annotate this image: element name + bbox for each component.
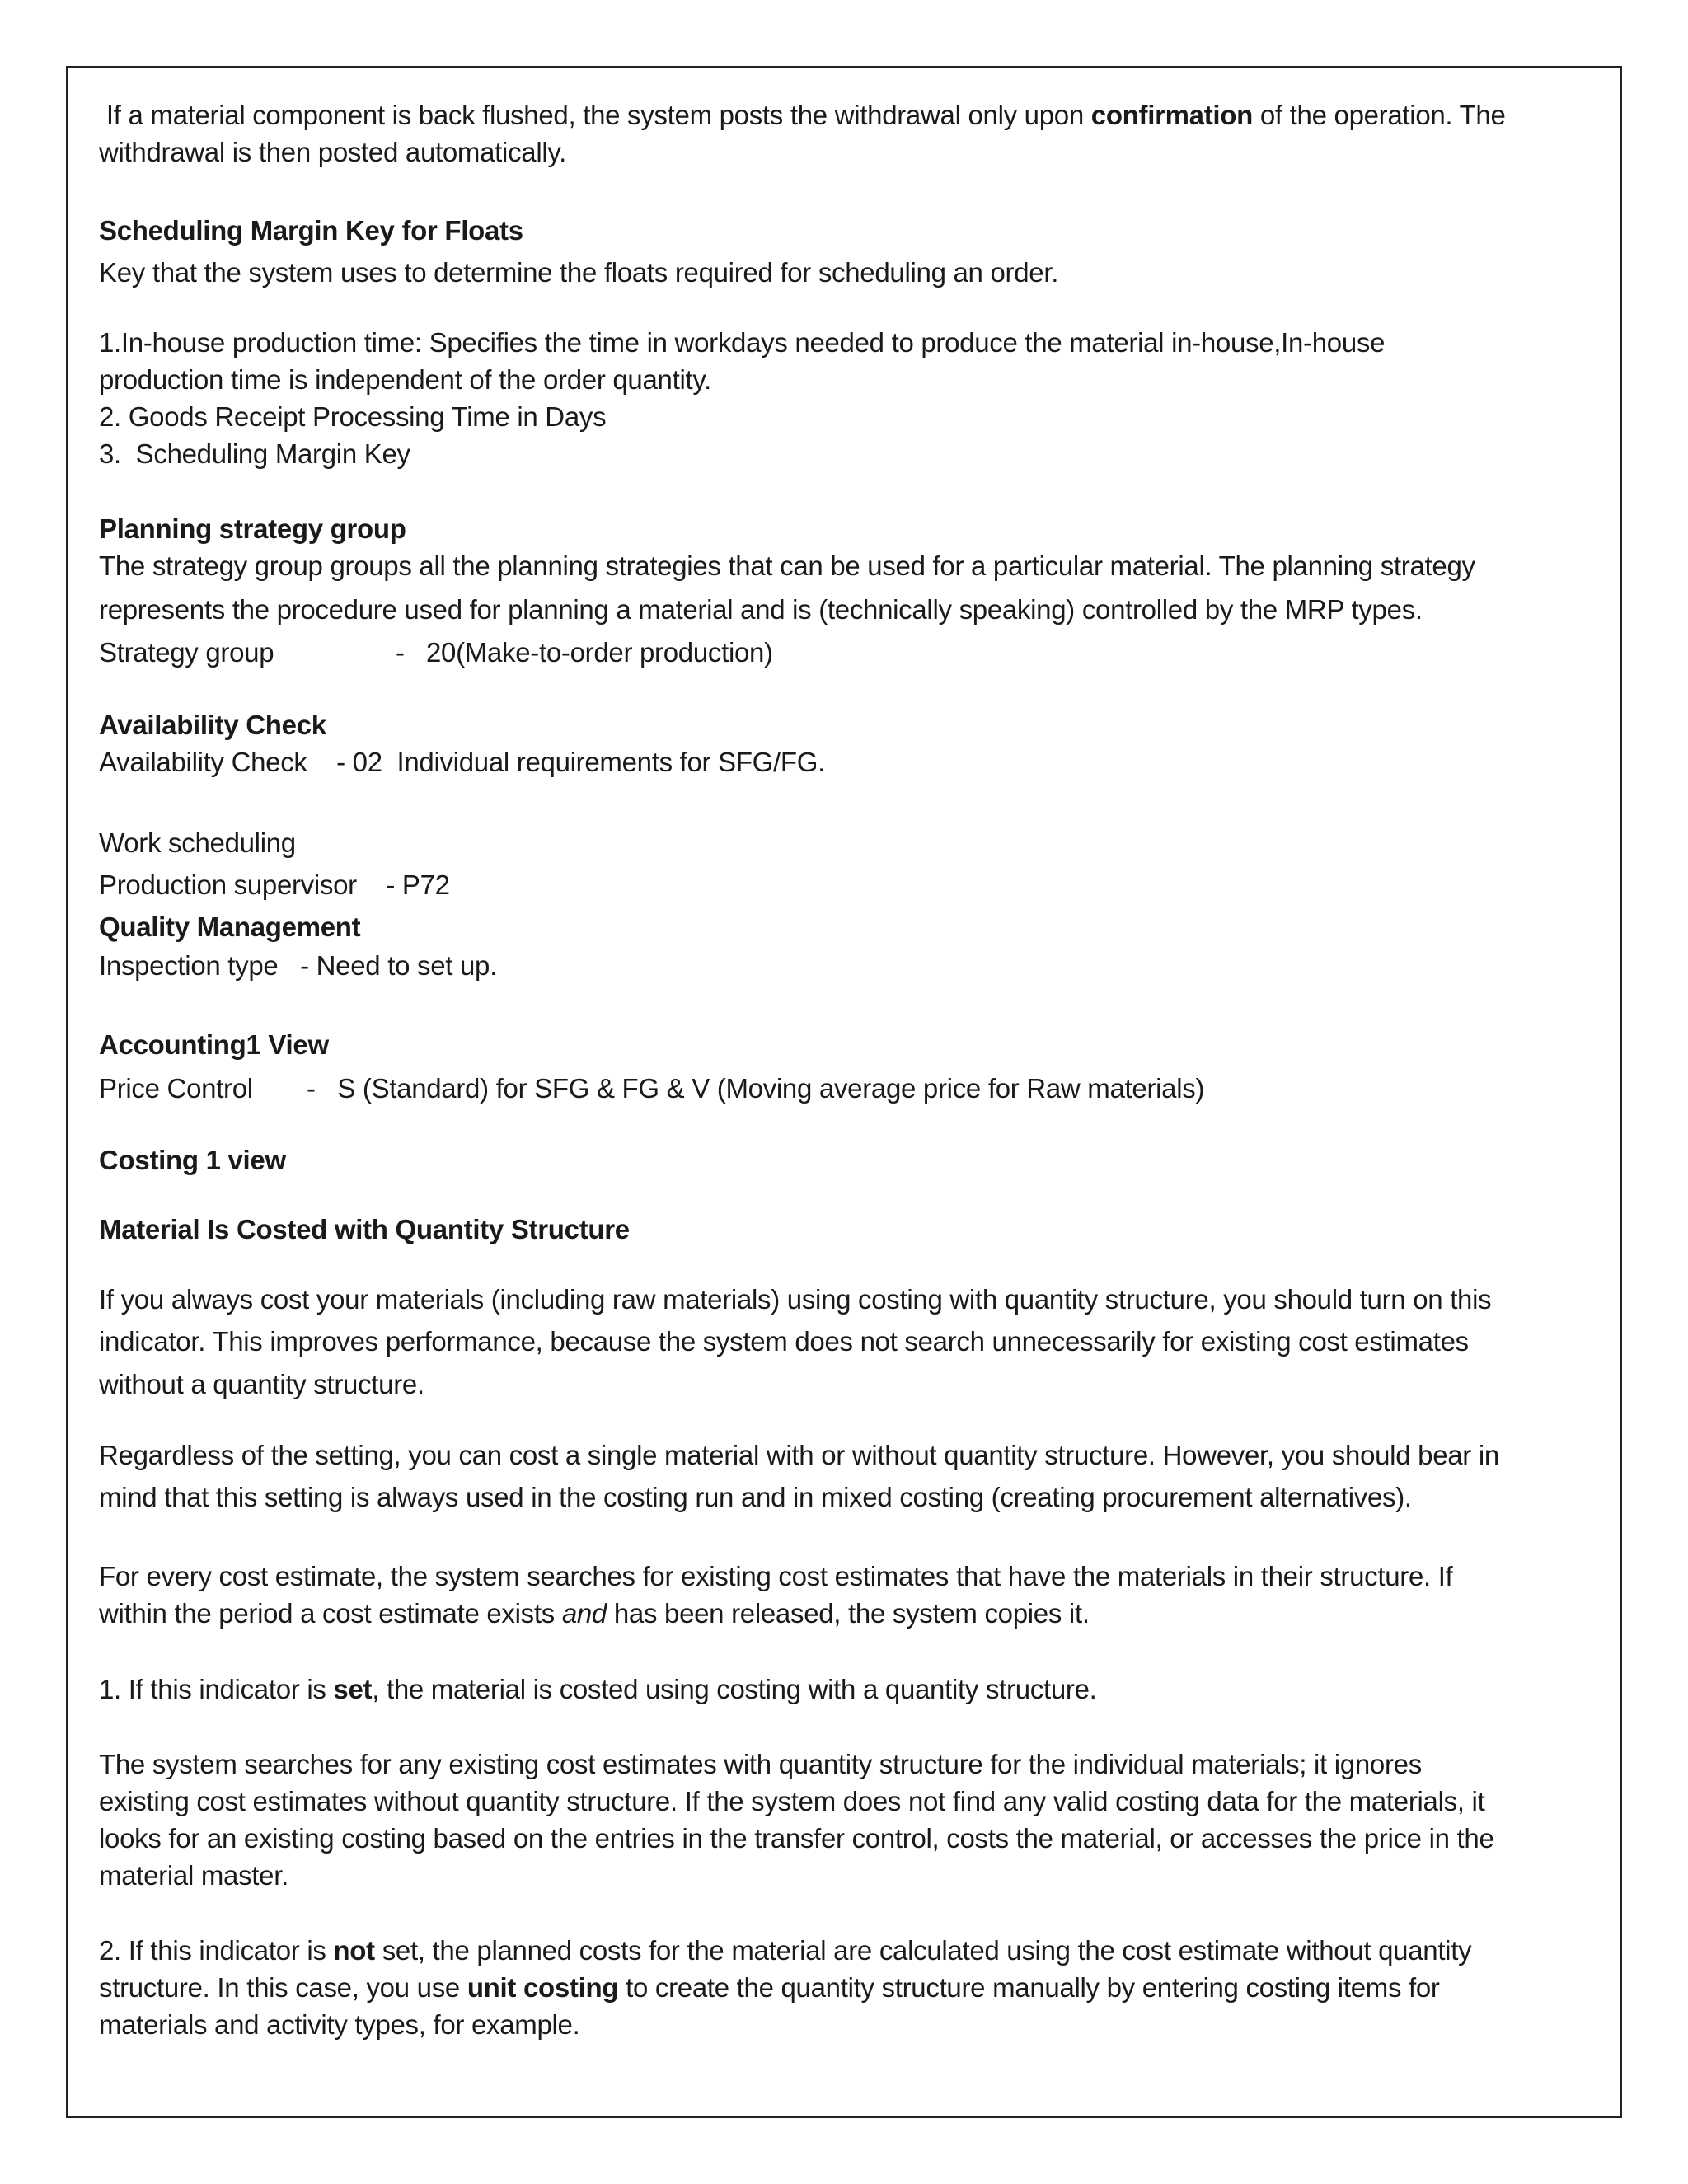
- not-emphasis: not: [333, 1935, 375, 1966]
- costing-p6-line-3: materials and activity types, for example.: [99, 2009, 580, 2040]
- costing-p3-text-tail: has been released, the system copies it.: [606, 1598, 1090, 1629]
- strategy-group-value: 20(Make-to-order production): [426, 637, 773, 668]
- intro-text-tail: of the operation. The: [1253, 100, 1506, 130]
- quality-heading: Quality Management: [99, 912, 361, 942]
- costing-p4: [99, 1673, 1097, 1706]
- scheduling-heading: Scheduling Margin Key for Floats: [99, 215, 523, 246]
- costing-p6-text-2: structure. In this case, you use: [99, 1972, 467, 2003]
- costing-p5-line-4: material master.: [99, 1860, 288, 1891]
- costing-p2-line-2: mind that this setting is always used in the costing run and in mixed costing (creating procurement alternatives).: [99, 1482, 1412, 1512]
- planning-line-1: The strategy group groups all the planning strategies that can be used for a particular material. The planning strategy: [99, 551, 1475, 581]
- scheduling-item-3: 3. Scheduling Margin Key: [99, 438, 410, 469]
- and-emphasis: and: [561, 1598, 607, 1629]
- costing-p1-line-3: without a quantity structure.: [99, 1369, 424, 1399]
- unit-costing-emphasis: unit costing: [467, 1972, 619, 2003]
- availability-heading: Availability Check: [99, 710, 326, 740]
- scheduling-description: Key that the system uses to determine the floats required for scheduling an order.: [99, 257, 1059, 288]
- costing-p6-text-tail: set, the planned costs for the material are calculated using the cost estimate without quantity: [374, 1935, 1472, 1966]
- costing-subheading: Material Is Costed with Quantity Structure: [99, 1214, 630, 1244]
- costing-p3-text: within the period a cost estimate exists: [99, 1598, 562, 1629]
- set-emphasis: set: [333, 1674, 373, 1704]
- costing-p5-line-3: looks for an existing costing based on the entries in the transfer control, costs the material, or accesses the price in the: [99, 1823, 1494, 1854]
- accounting-heading: Accounting1 View: [99, 1029, 329, 1060]
- costing-p5-line-1: The system searches for any existing cost estimates with quantity structure for the individual materials; it ignores: [99, 1749, 1422, 1779]
- scheduling-item-2: 2. Goods Receipt Processing Time in Days: [99, 401, 607, 432]
- scheduling-item-1-line-1: 1.In-house production time: Specifies the time in workdays needed to produce the material in-house,In-house: [99, 327, 1386, 358]
- costing-p6-line-2: [99, 1971, 1440, 2004]
- costing-p6-line-1: [99, 1934, 1471, 1967]
- price-control-field: [99, 1072, 1205, 1105]
- costing-p2-line-1: Regardless of the setting, you can cost a single material with or without quantity structure. However, you should bear in: [99, 1440, 1499, 1470]
- production-supervisor-line: Production supervisor - P72: [99, 869, 450, 900]
- planning-line-2: represents the procedure used for planning a material and is (technically speaking) controlled by the MRP types.: [99, 594, 1423, 625]
- intro-text: If a material component is back flushed, the system posts the withdrawal only upon: [99, 100, 1091, 130]
- strategy-group-dash: -: [396, 637, 405, 668]
- work-scheduling-heading: Work scheduling: [99, 827, 296, 858]
- costing-heading: Costing 1 view: [99, 1145, 286, 1175]
- planning-heading: Planning strategy group: [99, 513, 406, 544]
- costing-p4-text: 1. If this indicator is: [99, 1674, 334, 1704]
- intro-line-1: [99, 99, 1506, 132]
- costing-p6-text: 2. If this indicator is: [99, 1935, 334, 1966]
- inspection-type-line: Inspection type - Need to set up.: [99, 950, 497, 981]
- availability-line: Availability Check - 02 Individual requirements for SFG/FG.: [99, 747, 826, 777]
- price-control-value: - S (Standard) for SFG & FG & V (Moving average price for Raw materials): [307, 1073, 1205, 1104]
- strategy-group-field: [99, 636, 773, 669]
- costing-p5-line-2: existing cost estimates without quantity structure. If the system does not find any valid costing data for the materials, it: [99, 1786, 1485, 1816]
- price-control-label: Price Control: [99, 1073, 253, 1104]
- costing-p6-text-2-tail: to create the quantity structure manually by entering costing items for: [618, 1972, 1440, 2003]
- costing-p3-line-2: [99, 1597, 1090, 1630]
- costing-p3-line-1: For every cost estimate, the system searches for existing cost estimates that have the materials in their structure. If: [99, 1561, 1453, 1591]
- costing-p1-line-1: If you always cost your materials (including raw materials) using costing with quantity structure, you should turn on this: [99, 1284, 1492, 1315]
- costing-p1-line-2: indicator. This improves performance, because the system does not search unnecessarily for existing cost estimates: [99, 1326, 1469, 1357]
- costing-p4-text-tail: , the material is costed using costing with a quantity structure.: [372, 1674, 1097, 1704]
- intro-line-2: withdrawal is then posted automatically.: [99, 137, 567, 167]
- strategy-group-label: Strategy group: [99, 637, 274, 668]
- scheduling-item-1-line-2: production time is independent of the order quantity.: [99, 364, 711, 395]
- confirmation-emphasis: confirmation: [1090, 100, 1254, 130]
